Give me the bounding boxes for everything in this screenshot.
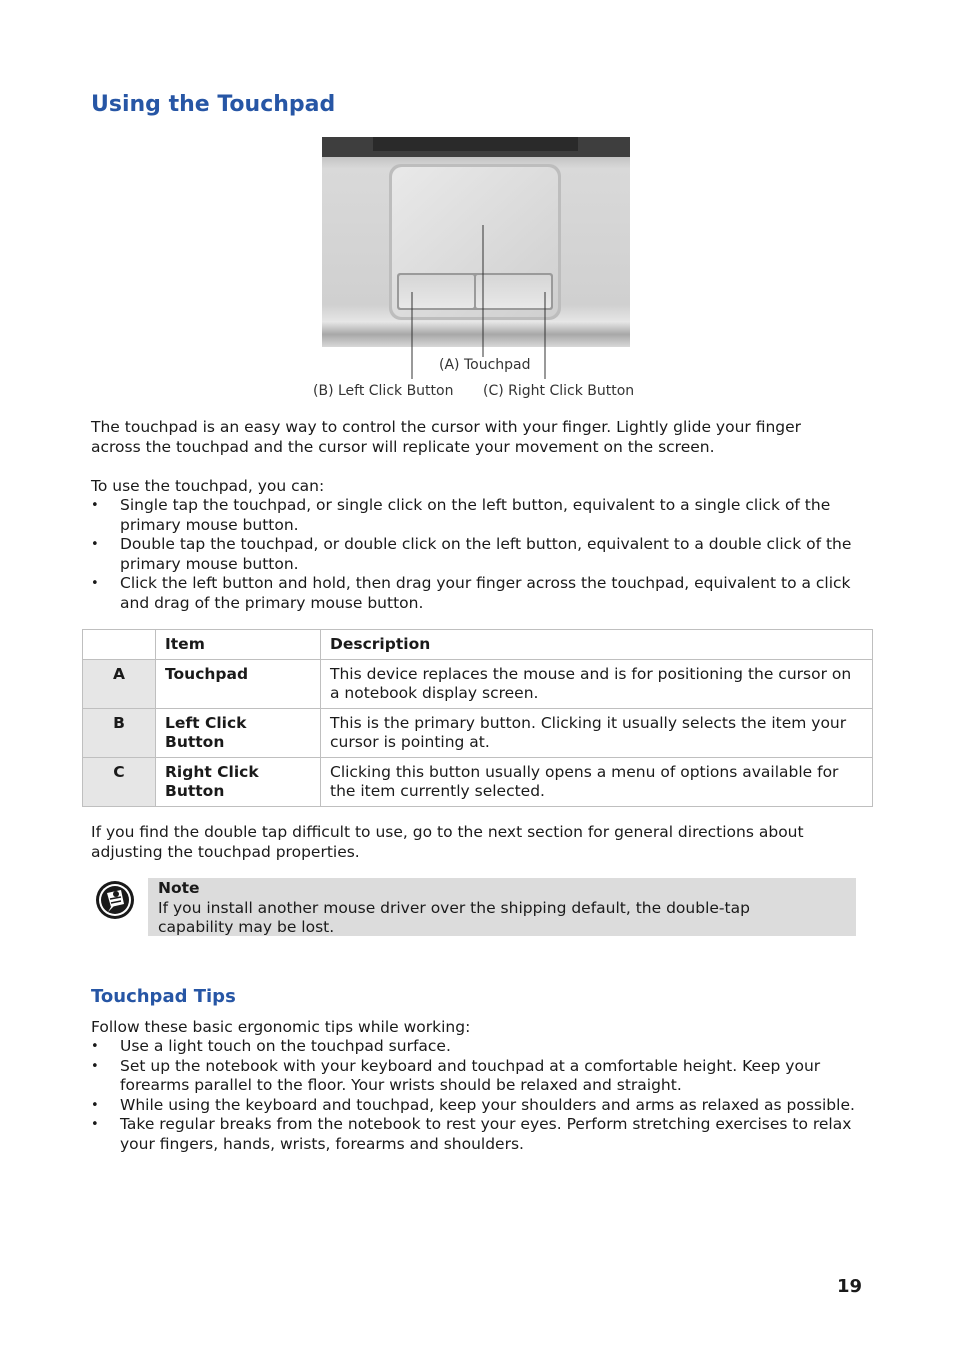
list-item: • Single tap the touchpad, or single click on the left button, equivalent to a single click of the primary mouse button. [91,496,866,535]
note-box [148,878,856,936]
note-text: If you install another mouse driver over the shipping default, the double-tap capability may be lost. [158,898,750,936]
header-key [83,630,156,660]
use-lead: To use the touchpad, you can: [91,477,325,495]
note-title: Note [158,879,200,897]
page-number: 19 [836,1276,862,1297]
caption-right-click: (C) Right Click Button [483,383,635,399]
list-item: • Click the left button and hold, then drag your finger across the touchpad, equivalent to a click and drag of the primary mouse button. [91,574,866,613]
row-description: Clicking this button usually opens a menu of options available for the item currently selected. [321,757,873,806]
caption-left-click: (B) Left Click Button [313,383,454,399]
caption-touchpad: (A) Touchpad [439,357,531,373]
tips-list [91,1037,861,1154]
table-row [83,757,873,806]
row-key: B [83,708,156,757]
header-description: Description [321,630,873,660]
row-item: Touchpad [156,659,321,708]
use-list [91,496,866,613]
header-item: Item [156,630,321,660]
row-item: Right Click Button [156,757,321,806]
row-key: C [83,757,156,806]
list-item: • While using the keyboard and touchpad, keep your shoulders and arms as relaxed as possible. [91,1096,861,1116]
after-table-paragraph: If you find the double tap difficult to use, go to the next section for general directions about adjusting the touchpad properties. [91,823,804,861]
section-title-tips: Touchpad Tips [91,986,236,1007]
note-pin-icon [94,879,136,921]
page-title: Using the Touchpad [91,92,336,117]
intro-paragraph: The touchpad is an easy way to control the cursor with your finger. Lightly glide your finger across the touchpad and the cursor will replicate your movement on the screen. [91,418,802,456]
row-description: This is the primary button. Clicking it usually selects the item your cursor is pointing at. [321,708,873,757]
list-item: • Set up the notebook with your keyboard and touchpad at a comfortable height. Keep your forearms parallel to the floor. Your wrists should be relaxed and straight. [91,1057,861,1096]
list-item: • Double tap the touchpad, or double click on the left button, equivalent to a double click of the primary mouse button. [91,535,866,574]
list-item: • Take regular breaks from the notebook to rest your eyes. Perform stretching exercises to relax your fingers, hands, wrists, forearms and shoulders. [91,1115,861,1154]
tips-lead: Follow these basic ergonomic tips while working: [91,1018,471,1036]
touchpad-parts-table [82,629,873,807]
table-row [83,659,873,708]
row-item: Left Click Button [156,708,321,757]
table-header-row [83,630,873,660]
row-key: A [83,659,156,708]
list-item: • Use a light touch on the touchpad surface. [91,1037,861,1057]
row-description: This device replaces the mouse and is for positioning the cursor on a notebook display screen. [321,659,873,708]
table-row [83,708,873,757]
